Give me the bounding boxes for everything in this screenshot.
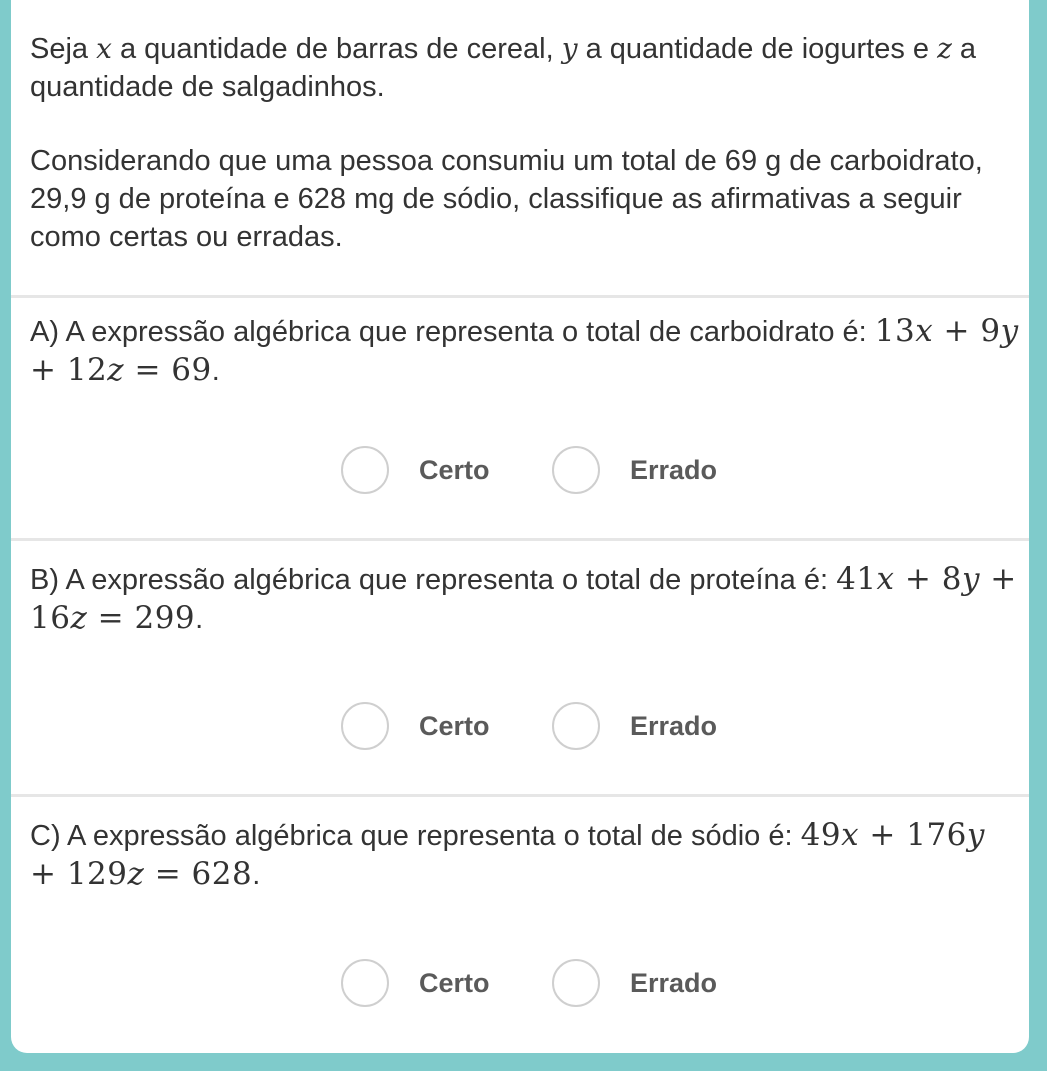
option-a-certo[interactable] <box>341 442 490 498</box>
statement-b: B) A expressão algébrica que representa o total de proteína é: 41x + 8y + 16z = 299. <box>30 561 1017 636</box>
intro-paragraph-2: Considerando que uma pessoa consumiu um total de 69 g de carboidrato, 29,9 g de proteína e 628 mg de sódio, classifique as afirmativas a seguir como certas ou erradas. <box>30 145 983 253</box>
divider <box>11 794 1029 797</box>
radio-button[interactable] <box>552 959 600 1007</box>
statement-a-text: A) A expressão algébrica que representa o total de carboidrato é: <box>30 316 875 348</box>
radio-button[interactable] <box>341 702 389 750</box>
variable-y: y <box>561 32 578 65</box>
intro-text <box>30 30 1020 256</box>
statement-a-expression: 13x + 9y + 12z = 69 <box>30 313 1019 388</box>
intro-text-fragment: a quantidade de salgadinhos. <box>30 33 977 103</box>
options-b <box>11 698 1029 754</box>
option-label: Certo <box>419 710 490 741</box>
option-b-certo[interactable] <box>341 698 490 754</box>
question-card <box>11 0 1029 1053</box>
option-label: Errado <box>630 454 718 485</box>
option-label: Certo <box>419 454 490 485</box>
intro-paragraph-1 <box>30 30 1020 106</box>
radio-button[interactable] <box>552 702 600 750</box>
divider <box>11 538 1029 541</box>
intro-text-fragment: a quantidade de iogurtes e <box>577 33 938 65</box>
option-label: Errado <box>630 967 718 998</box>
divider <box>11 295 1029 298</box>
options-a <box>11 442 1029 498</box>
option-label: Certo <box>419 967 490 998</box>
option-a-errado[interactable] <box>552 442 717 498</box>
variable-z: z <box>937 32 952 65</box>
statement-b-expression: 41x + 8y + 16z = 299 <box>30 561 1017 636</box>
option-c-certo[interactable] <box>341 955 490 1011</box>
variable-x: x <box>96 32 112 65</box>
radio-button[interactable] <box>552 446 600 494</box>
statement-a: A) A expressão algébrica que representa o total de carboidrato é: 13x + 9y + 12z = 69. <box>30 313 1019 388</box>
statement-c-expression: 49x + 176y + 129z = 628 <box>30 817 985 892</box>
radio-button[interactable] <box>341 959 389 1007</box>
radio-button[interactable] <box>341 446 389 494</box>
intro-text-fragment: a quantidade de barras de cereal, <box>111 33 562 65</box>
option-c-errado[interactable] <box>552 955 717 1011</box>
statement-c: C) A expressão algébrica que representa o total de sódio é: 49x + 176y + 129z = 628. <box>30 817 985 892</box>
options-c <box>11 955 1029 1011</box>
statement-b-text: B) A expressão algébrica que representa o total de proteína é: <box>30 564 837 596</box>
statement-c-text: C) A expressão algébrica que representa o total de sódio é: <box>30 820 801 852</box>
option-label: Errado <box>630 710 718 741</box>
intro-text-fragment: Seja <box>30 33 97 65</box>
option-b-errado[interactable] <box>552 698 717 754</box>
